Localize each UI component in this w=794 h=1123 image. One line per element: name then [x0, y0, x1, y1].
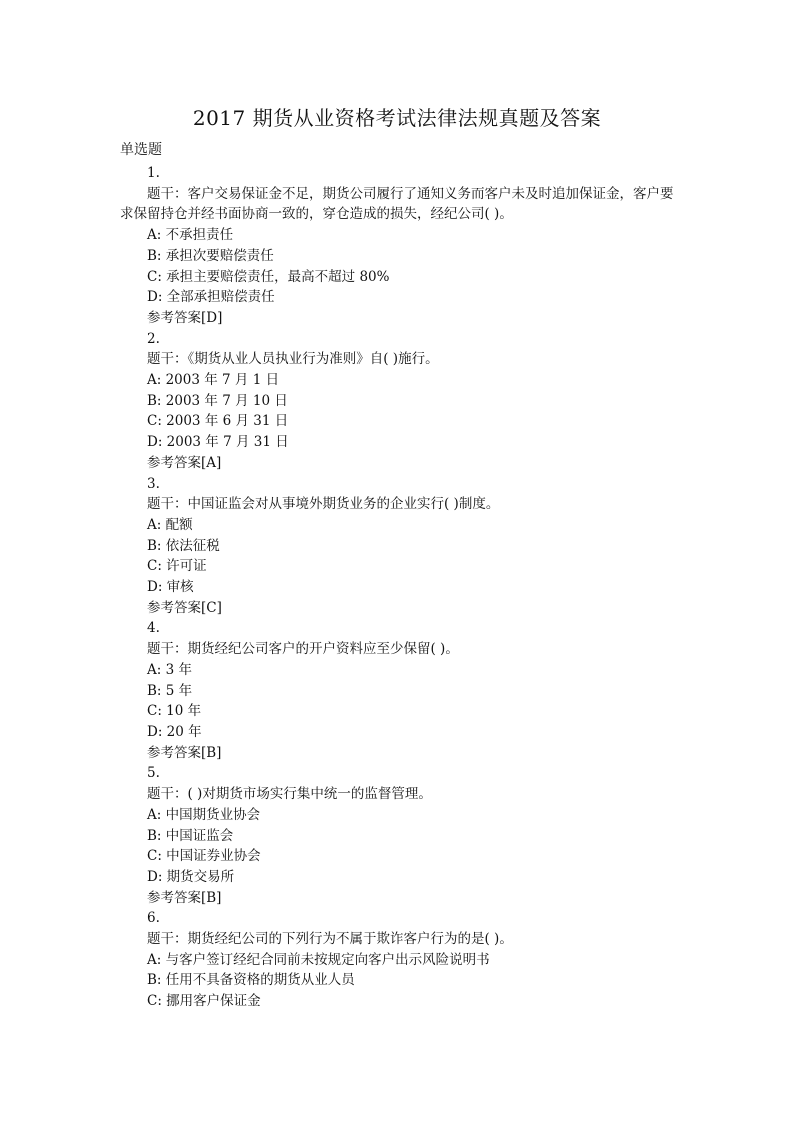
- option-c: C: 许可证: [147, 558, 207, 575]
- option-c: C: 中国证券业协会: [147, 848, 261, 865]
- option-b: B: 依法征税: [147, 537, 220, 554]
- option-b: B: 承担次要赔偿责任: [147, 247, 274, 264]
- question-number: 1.: [147, 165, 160, 181]
- reference-answer: 参考答案[C]: [147, 599, 222, 616]
- question-number: 4.: [147, 620, 160, 637]
- section-label: 单选题: [120, 142, 162, 158]
- option-b: B: 任用不具备资格的期货从业人员: [147, 972, 355, 989]
- question-stem: 题干：客户交易保证金不足，期货公司履行了通知义务而客户未及时追加保证金，客户要求保留持仓并经书面协商一致的，穿仓造成的损失，经纪公司( )。: [120, 185, 674, 223]
- option-c: C: 2003 年 6 月 31 日: [147, 413, 289, 430]
- option-a: A: 与客户签订经纪合同前未按规定向客户出示风险说明书: [147, 951, 490, 968]
- question-1: [120, 163, 680, 329]
- option-d: D: 审核: [147, 579, 194, 596]
- question-number: 5.: [147, 765, 160, 782]
- option-d: D: 20 年: [147, 723, 202, 740]
- reference-answer: 参考答案[D]: [147, 309, 223, 326]
- question-number: 2.: [147, 330, 160, 347]
- question-2: [120, 329, 680, 474]
- question-stem: 题干：期货经纪公司客户的开户资料应至少保留( )。: [147, 641, 459, 658]
- document-title: 2017 期货从业资格考试法律法规真题及答案: [192, 106, 602, 130]
- question-4: [120, 618, 680, 763]
- question-list: [120, 163, 680, 1012]
- option-b: B: 2003 年 7 月 10 日: [147, 392, 288, 409]
- question-5: [120, 763, 680, 908]
- question-number: 6.: [147, 910, 160, 927]
- option-d: D: 全部承担赔偿责任: [147, 289, 275, 306]
- option-c: C: 承担主要赔偿责任，最高不超过 80%: [147, 268, 390, 285]
- option-a: A: 中国期货业协会: [147, 806, 261, 823]
- question-stem: 题干：《期货从业人员执业行为准则》自( )施行。: [147, 351, 439, 368]
- question-number: 3.: [147, 475, 160, 492]
- option-d: D: 2003 年 7 月 31 日: [147, 434, 289, 451]
- reference-answer: 参考答案[A]: [147, 454, 222, 471]
- option-c: C: 挪用客户保证金: [147, 993, 261, 1010]
- option-d: D: 期货交易所: [147, 868, 235, 885]
- option-a: A: 配额: [147, 516, 193, 533]
- question-6: [120, 908, 680, 1012]
- option-c: C: 10 年: [147, 703, 202, 720]
- question-stem: 题干：中国证监会对从事境外期货业务的企业实行( )制度。: [147, 496, 500, 513]
- option-a: A: 不承担责任: [147, 227, 234, 244]
- question-stem: 题干：期货经纪公司的下列行为不属于欺诈客户行为的是( )。: [147, 931, 513, 948]
- option-b: B: 5 年: [147, 682, 193, 699]
- reference-answer: 参考答案[B]: [147, 889, 222, 906]
- option-b: B: 中国证监会: [147, 827, 234, 844]
- option-a: A: 2003 年 7 月 1 日: [147, 372, 280, 389]
- option-a: A: 3 年: [147, 661, 192, 678]
- question-stem: 题干：( )对期货市场实行集中统一的监督管理。: [147, 786, 432, 803]
- question-3: [120, 474, 680, 619]
- reference-answer: 参考答案[B]: [147, 744, 222, 761]
